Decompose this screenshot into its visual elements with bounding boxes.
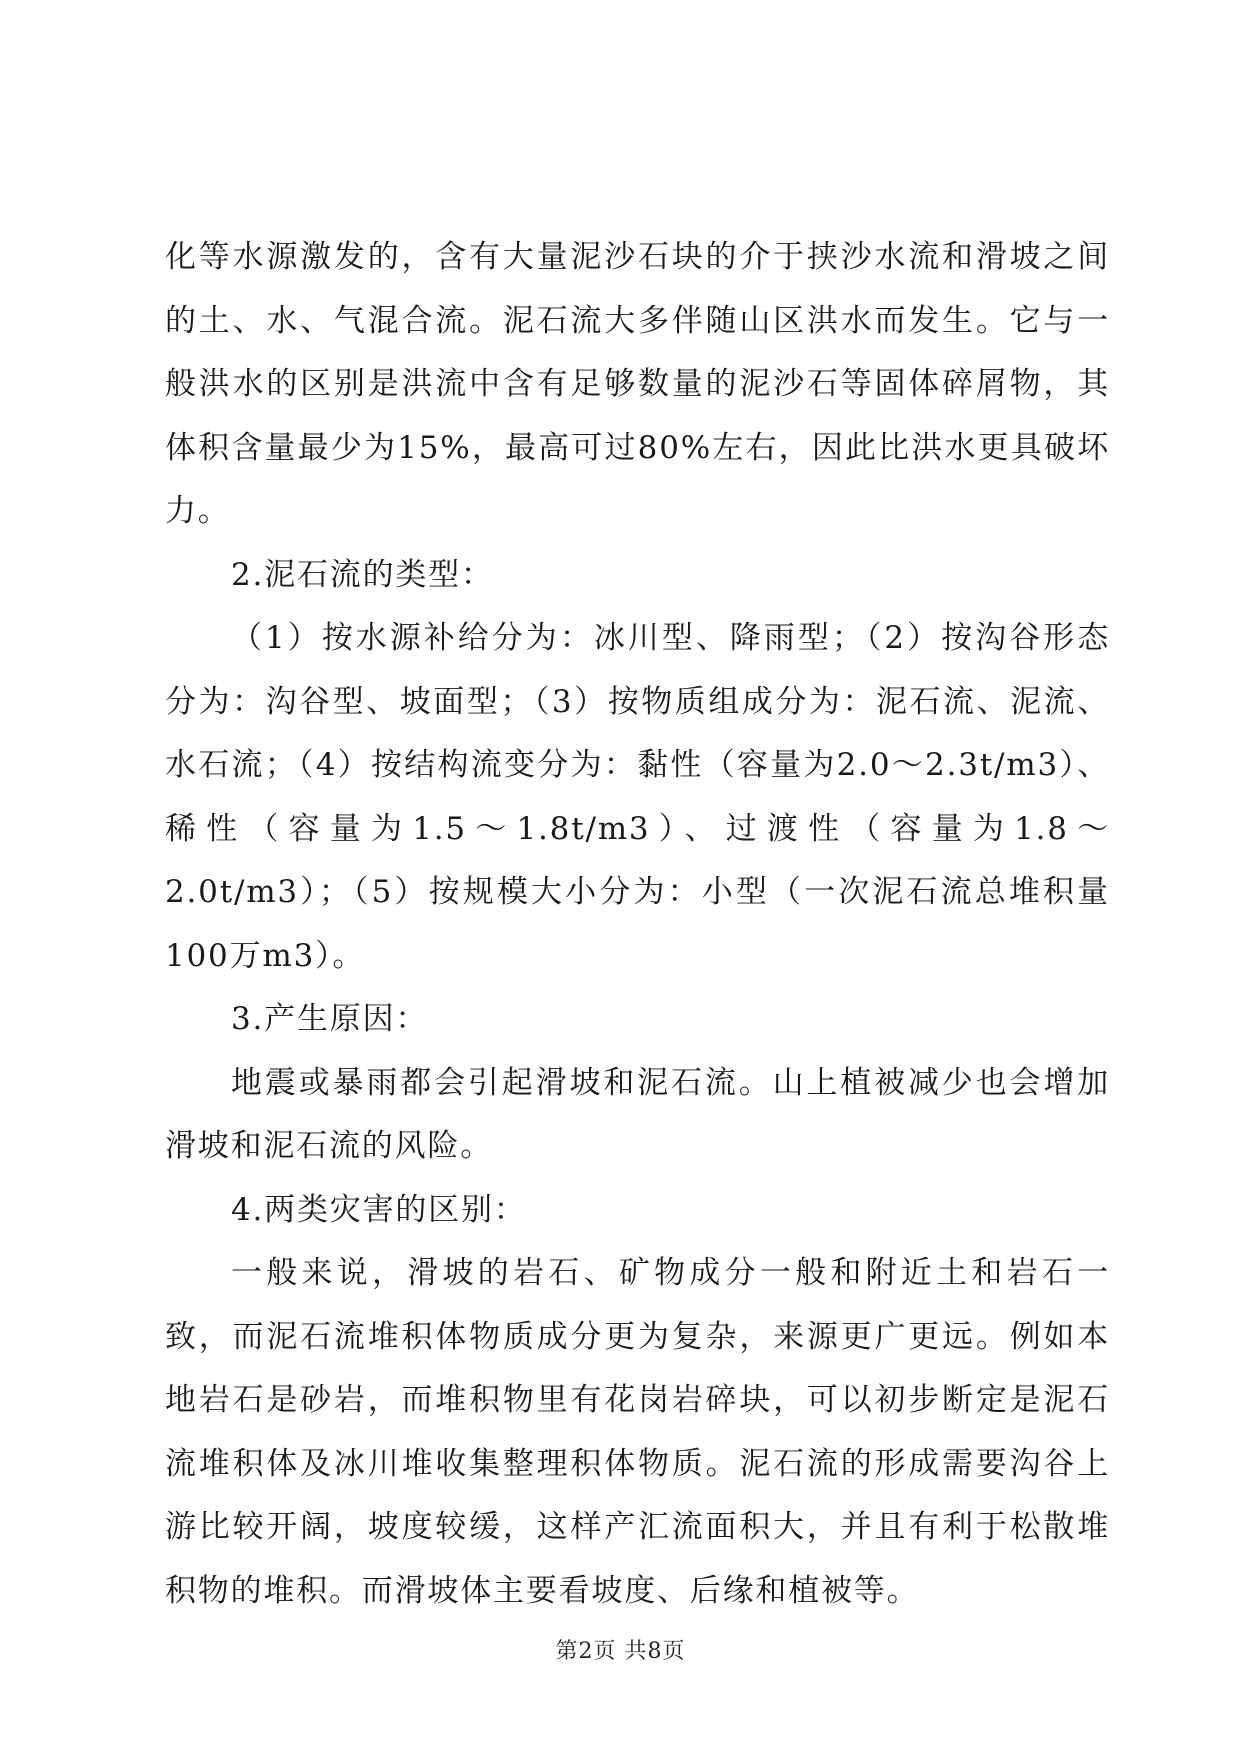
paragraph-definition: 化等水源激发的，含有大量泥沙石块的介于挟沙水流和滑坡之间的土、水、气混合流。泥石流大多伴随山区洪水而发生。它与一般洪水的区别是洪流中含有足够数量的泥沙石等固体碎屑物，其体积含量最少为15%，最高可过80%左右，因此比洪水更具破坏力。 — [165, 239, 1110, 529]
heading-causes: 3.产生原因： — [231, 1001, 429, 1037]
paragraph-causes: 地震或暴雨都会引起滑坡和泥石流。山上植被减少也会增加滑坡和泥石流的风险。 — [165, 1064, 1110, 1164]
document-body — [165, 226, 1110, 1623]
page-footer: 第2页 共8页 — [555, 1639, 686, 1664]
heading-types: 2.泥石流的类型： — [231, 556, 494, 593]
heading-differences: 4.两类灾害的区别： — [231, 1191, 527, 1228]
paragraph-types: （1）按水源补给分为：冰川型、降雨型；（2）按沟谷形态分为：沟谷型、坡面型；（3）按物质组成分为：泥石流、泥流、水石流；（4）按结构流变分为：黏性（容量为2.0～2.3t/m3）、稀性（容量为1.5～1.8t/m3）、过渡性（容量为1.8～2.0t/m3）；（5）按规模大小分为：小型（一次泥石流总堆积量100万m3）。 — [165, 620, 1110, 974]
paragraph-differences: 一般来说，滑坡的岩石、矿物成分一般和附近土和岩石一致，而泥石流堆积体物质成分更为复杂，来源更广更远。例如本地岩石是砂岩，而堆积物里有花岗岩碎块，可以初步断定是泥石流堆积体及冰川堆收集整理积体物质。泥石流的形成需要沟谷上游比较开阔，坡度较缓，这样产汇流面积大，并且有利于松散堆积物的堆积。而滑坡体主要看坡度、后缘和植被等。 — [165, 1255, 1110, 1609]
